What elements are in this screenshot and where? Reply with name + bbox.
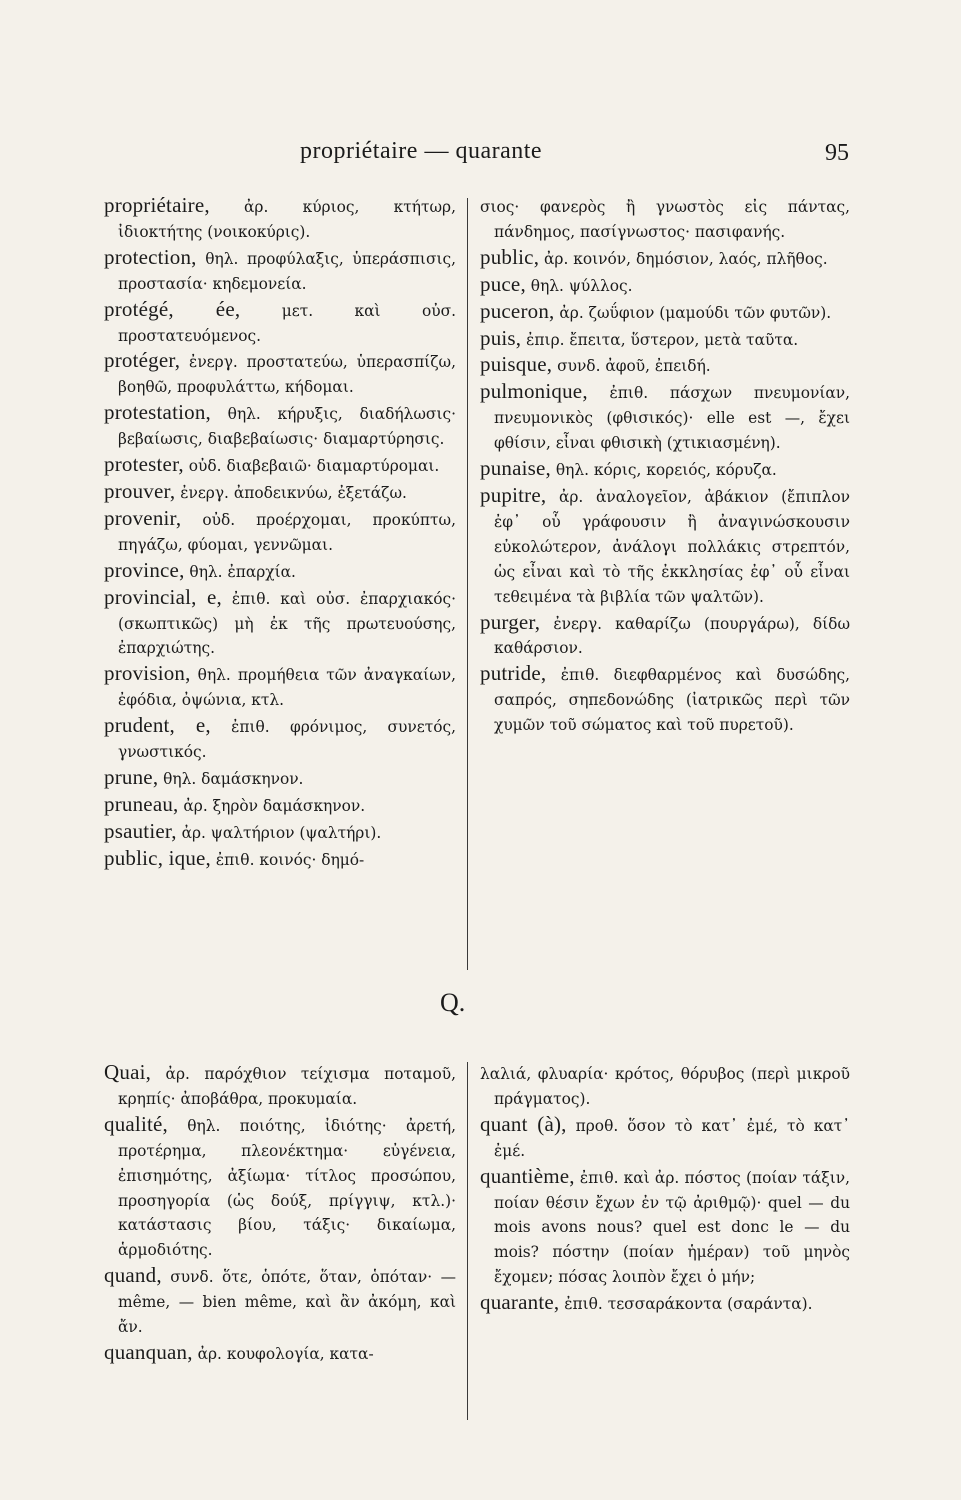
dictionary-entry (480, 456, 850, 483)
dictionary-entry (104, 846, 456, 873)
dictionary-entry (104, 792, 456, 819)
headword: quarante, (480, 1290, 560, 1315)
dictionary-entry-continued (480, 1060, 850, 1112)
dictionary-entry (480, 610, 850, 662)
definition: ἐπιθ. πάσχων πνευμονίαν, πνευμονικὸς (φθισικός)· elle est —, ἔχει φθίσιν, εἶναι φθισικὴ (χτικιασμένη). (494, 384, 850, 453)
definition: ἐπιθ. κοινός· δημό- (211, 850, 365, 869)
column-right-top (480, 193, 850, 738)
dictionary-entry (104, 1263, 456, 1340)
dictionary-entry (104, 506, 456, 558)
dictionary-entry (104, 193, 456, 245)
definition: θηλ. ψύλλος. (525, 276, 633, 295)
dictionary-entry (480, 272, 850, 299)
column-divider (467, 1062, 468, 1420)
dictionary-entry (104, 1112, 456, 1263)
page-number: 95 (825, 140, 849, 166)
headword: Quai, (104, 1060, 152, 1084)
headword: propriétaire, (104, 193, 210, 217)
running-head: propriétaire — quarante (300, 138, 543, 164)
definition: οὐδ. προέρχομαι, προκύπτω, πηγάζω, φύομαι, γεννῶμαι. (118, 510, 456, 554)
definition: θηλ. ποιότης, ἰδιότης· ἀρετή, προτέρημα, πλεονέκτημα· εὐγένεια, ἐπισημότης, ἀξίωμα· τίτλος προσώπου, προσηγορία (ὡς δούξ, πρίγγιψ, κτλ.)· κατάστασις βίου, τάξις· δικαίωμα, ἁρμοδιότης. (118, 1116, 456, 1260)
dictionary-entry (480, 1112, 850, 1164)
dictionary-entry-continued (480, 193, 850, 245)
headword: puceron, (480, 298, 555, 323)
headword: quand, (104, 1263, 162, 1288)
dictionary-entry (480, 1290, 850, 1317)
definition: ἀρ. ψαλτήριον (ψαλτήρι). (176, 823, 382, 842)
definition: ἐπιθ. καὶ οὐσ. ἐπαρχιακός· (σκωπτικῶς) μὴ ἐκ τῆς πρωτευούσης, ἐπαρχιώτης. (118, 589, 457, 658)
headword: public, ique, (104, 845, 211, 870)
headword: prudent, e, (104, 713, 211, 738)
definition: ἐπιθ. διεφθαρμένος καὶ δυσώδης, σαπρός, σηπεδονώδης (ἰατρικῶς περὶ τῶν χυμῶν τοῦ σώματος καὶ τοῦ πυρετοῦ). (494, 666, 850, 735)
definition: συνδ. ὅτε, ὁπότε, ὅταν, ὁπόταν· — même, — bien même, καὶ ἂν ἀκόμη, καὶ ἄν. (118, 1268, 456, 1337)
headword: pulmonique, (480, 379, 588, 404)
headword: provenir, (104, 505, 182, 530)
definition: ἐπιθ. φρόνιμος, συνετός, γνωστικός. (118, 718, 457, 762)
definition: ἐπιθ. καὶ ἀρ. πόστος (ποίαν τάξιν, ποίαν θέσιν ἔχων ἐν τῷ ἀριθμῷ)· quel — du mois avons nous? quel est donc le — du mois? πόστην (ποίαν ἡμέραν) τοῦ μηνὸς ἔχομεν; πόσας λοιπὸν ἔχει ὁ μήν; (494, 1168, 850, 1287)
column-left-bottom (104, 1060, 456, 1367)
definition: σιος· φανερὸς ἢ γνωστὸς εἰς πάντας, πάνδημος, πασίγνωστος· πασιφανής. (480, 198, 850, 241)
headword: punaise, (480, 456, 551, 481)
column-divider (467, 198, 468, 970)
column-left-top (104, 193, 456, 873)
dictionary-entry (480, 299, 850, 326)
definition: ἐπιθ. τεσσαράκοντα (σαράντα). (559, 1295, 813, 1314)
headword: purger, (480, 609, 541, 634)
definition: συνδ. ἀφοῦ, ἐπειδή. (552, 357, 711, 376)
definition: ἀρ. κουφολογία, κατα- (192, 1344, 374, 1363)
dictionary-entry (104, 585, 456, 662)
definition: ἐνεργ. ἀποδεικνύω, ἐξετάζω. (175, 483, 407, 502)
headword: pruneau, (104, 791, 179, 816)
dictionary-entry (104, 661, 456, 713)
definition: θηλ. ἐπαρχία. (184, 562, 296, 581)
dictionary-entry (480, 1164, 850, 1291)
headword: prouver, (104, 478, 176, 503)
definition: θηλ. δαμάσκηνον. (158, 769, 304, 788)
dictionary-entry (104, 245, 456, 297)
definition: ἐνεργ. καθαρίζω (πουργάρω), δίδω καθάρσιον. (494, 614, 850, 658)
headword: province, (104, 557, 185, 582)
definition: ἀρ. ξηρὸν δαμάσκηνον. (178, 796, 366, 815)
definition: μετ. καὶ οὐσ. προστατευόμενος. (118, 301, 456, 345)
headword: protéger, (104, 348, 181, 373)
headword: protection, (104, 244, 197, 269)
dictionary-entry (104, 558, 456, 585)
headword: quant (à), (480, 1111, 567, 1136)
dictionary-entry (104, 348, 456, 400)
headword: protester, (104, 452, 184, 477)
dictionary-entry (104, 1060, 456, 1112)
headword: provincial, e, (104, 584, 222, 609)
definition: ἀρ. ἀναλογεῖον, ἀβάκιον (ἔπιπλον ἐφ᾽ οὗ γράφουσιν ἢ ἀναγινώσκουσιν εὐκολώτερον, ἀνάλογι πολλάκις στρεπτόν, ὡς εἶναι καὶ τὸ τῆς ἐκκλησίας ἐφ᾽ οὗ εἶναι τεθειμένα τὰ βιβλία τῶν ψαλτῶν). (494, 487, 850, 606)
dictionary-entry (104, 765, 456, 792)
definition: θηλ. κήρυξις, διαδήλωσις· βεβαίωσις, διαβεβαίωσις· διαμαρτύρησις. (118, 405, 456, 449)
headword: puisque, (480, 352, 553, 377)
definition: θηλ. κόρις, κορειός, κόρυζα. (551, 461, 777, 480)
definition: θηλ. προμήθεια τῶν ἀναγκαίων, ἐφόδια, ὀψώνια, κτλ. (118, 666, 456, 710)
definition: ἀρ. κύριος, κτήτωρ, ἰδιοκτήτης (νοικοκύρις). (118, 198, 456, 241)
definition: λαλιά, φλυαρία· κρότος, θόρυβος (περὶ μικροῦ πράγματος). (480, 1065, 850, 1108)
headword: pupitre, (480, 482, 547, 507)
definition: ἀρ. κοινόν, δημόσιον, λαός, πλῆθος. (539, 249, 828, 268)
dictionary-entry (480, 352, 850, 379)
headword: prune, (104, 764, 159, 789)
headword: putride, (480, 661, 547, 686)
dictionary-entry (480, 245, 850, 272)
dictionary-entry (480, 661, 850, 738)
headword: quantième, (480, 1163, 575, 1188)
dictionary-entry (104, 819, 456, 846)
headword: puce, (480, 271, 526, 296)
headword: qualité, (104, 1111, 168, 1136)
dictionary-entry (104, 400, 456, 452)
definition: ἀρ. παρόχθιον τείχισμα ποταμοῦ, κρηπίς· ἀποβάθρα, προκυμαία. (118, 1065, 456, 1108)
headword: protégé, ée, (104, 296, 241, 321)
definition: ἀρ. ζωΰφιον (μαμούδι τῶν φυτῶν). (554, 303, 832, 322)
definition: ἐνεργ. προστατεύω, ὑπερασπίζω, βοηθῶ, προφυλάττω, κήδομαι. (118, 353, 456, 397)
headword: provision, (104, 661, 191, 686)
definition: θηλ. προφύλαξις, ὑπεράσπισις, προστασία· κηδεμονεία. (118, 249, 456, 293)
dictionary-entry (104, 452, 456, 479)
headword: psautier, (104, 818, 177, 843)
page-header (0, 138, 961, 172)
definition: ἐπιρ. ἔπειτα, ὕστερον, μετὰ ταῦτα. (521, 330, 799, 349)
section-letter: Q. (440, 988, 466, 1017)
column-right-bottom (480, 1060, 850, 1317)
dictionary-entry (104, 1340, 456, 1367)
dictionary-entry (104, 479, 456, 506)
headword: protestation, (104, 400, 211, 425)
headword: public, (480, 244, 540, 269)
dictionary-entry (104, 297, 456, 349)
definition: προθ. ὅσον τὸ κατ᾽ ἐμέ, τὸ κατ᾽ ἐμέ. (494, 1116, 850, 1160)
definition: οὐδ. διαβεβαιῶ· διαμαρτύρομαι. (183, 457, 440, 476)
dictionary-entry (104, 713, 456, 765)
dictionary-entry (480, 326, 850, 353)
headword: quanquan, (104, 1339, 193, 1364)
dictionary-entry (480, 379, 850, 456)
headword: puis, (480, 325, 522, 350)
dictionary-entry (480, 483, 850, 610)
